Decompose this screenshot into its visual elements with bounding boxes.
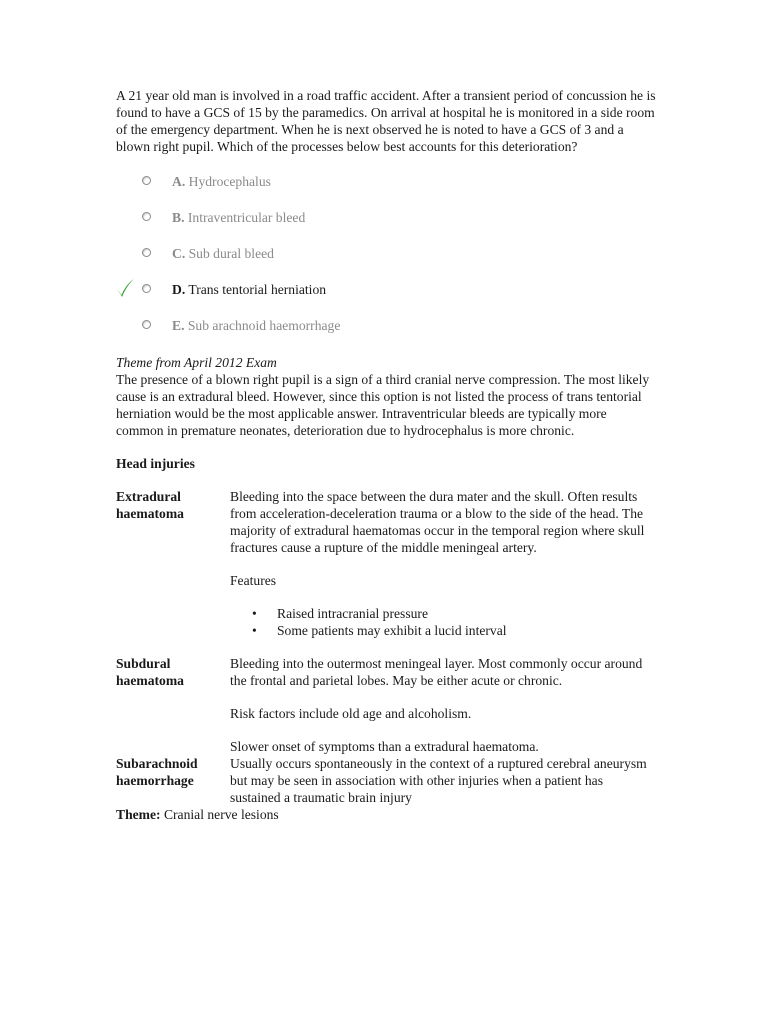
entry-term: Subarachnoid haemorrhage — [116, 756, 198, 788]
radio-button-icon[interactable] — [142, 176, 151, 185]
document-page — [116, 87, 656, 823]
option-label: Trans tentorial herniation — [188, 282, 327, 297]
option-c-text — [172, 245, 274, 262]
entry-subdural — [116, 655, 656, 755]
entry-description-block — [230, 755, 656, 806]
option-label: Sub dural bleed — [188, 246, 274, 261]
entry-extradural — [116, 488, 656, 639]
option-b-text — [172, 209, 305, 226]
theme-line — [116, 806, 656, 823]
option-letter: D. — [172, 282, 186, 297]
features-list — [230, 605, 656, 639]
theme-value: Cranial nerve lesions — [163, 807, 279, 822]
option-e-text — [172, 317, 340, 334]
option-label: Hydrocephalus — [188, 174, 271, 189]
risk-factors-text: Risk factors include old age and alcoholism. — [230, 706, 472, 721]
explanation-text: The presence of a blown right pupil is a sign of a third cranial nerve compression. The most likely cause is an extradural bleed. However, since this option is not listed the process of trans tentorial herniation would be the most applicable answer. Intraventricular bleeds are typically more common in premature neonates, deterioration due to hydrocephalus is more chronic. — [116, 372, 650, 438]
option-d-text — [172, 281, 326, 298]
entry-description-block — [230, 655, 656, 755]
entry-term: Subdural haematoma — [116, 656, 184, 688]
option-c[interactable] — [116, 245, 656, 281]
entry-subarachnoid — [116, 755, 656, 806]
section-title: Head injuries — [116, 456, 195, 471]
list-item: • Raised intracranial pressure — [230, 605, 656, 622]
option-d[interactable] — [116, 281, 656, 317]
option-letter: A. — [172, 174, 186, 189]
entry-term: Extradural haematoma — [116, 489, 184, 521]
answer-options — [116, 173, 656, 353]
option-a[interactable] — [116, 173, 656, 209]
list-item: • Some patients may exhibit a lucid interval — [230, 622, 656, 639]
radio-button-icon[interactable] — [142, 284, 151, 293]
option-b[interactable] — [116, 209, 656, 245]
entry-description-block — [230, 488, 656, 639]
radio-button-icon[interactable] — [142, 320, 151, 329]
entry-description: Bleeding into the outermost meningeal layer. Most commonly occur around the frontal and parietal lobes. May be either acute or chronic. — [230, 656, 643, 688]
option-e[interactable] — [116, 317, 656, 353]
option-letter: B. — [172, 210, 185, 225]
option-letter: C. — [172, 246, 186, 261]
option-label: Sub arachnoid haemorrhage — [187, 318, 341, 333]
radio-button-icon[interactable] — [142, 248, 151, 257]
entry-description: Bleeding into the space between the dura mater and the skull. Often results from acceleration-deceleration trauma or a blow to the side of the head. The majority of extradural haematomas occur in the temporal region where skull fractures cause a rupture of the middle meningeal artery. — [230, 489, 645, 555]
theme-label: Theme: — [116, 807, 161, 822]
theme-source: Theme from April 2012 Exam — [116, 355, 277, 370]
question-text: A 21 year old man is involved in a road traffic accident. After a transient period of concussion he is found to have a GCS of 15 by the paramedics. On arrival at hospital he is monitored in a side room of the emergency department. When he is next observed he is noted to have a GCS of 3 and a blown right pupil. Which of the processes below best accounts for this deterioration? — [116, 88, 656, 154]
onset-text: Slower onset of symptoms than a extradural haematoma. — [230, 739, 539, 754]
entry-description: Usually occurs spontaneously in the context of a ruptured cerebral aneurysm but may be seen in association with other injuries when a patient has sustained a traumatic brain injury — [230, 756, 647, 805]
radio-button-icon[interactable] — [142, 212, 151, 221]
option-label: Intraventricular bleed — [187, 210, 306, 225]
option-a-text — [172, 173, 271, 190]
checkmark-icon — [114, 277, 136, 303]
features-label: Features — [230, 573, 277, 588]
option-letter: E. — [172, 318, 185, 333]
